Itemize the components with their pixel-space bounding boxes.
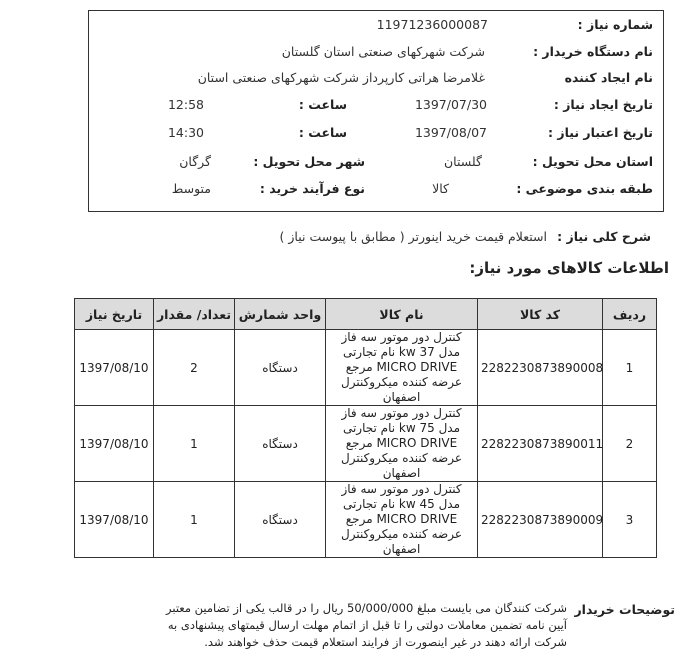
creator-label: نام ایجاد کننده xyxy=(564,70,653,85)
process-label: نوع فرآیند خرید : xyxy=(259,181,365,196)
item-name: کنترل دور موتور سه فاز مدل 37 kw نام تجارتی MICRO DRIVE مرجع عرضه کننده میکروکنترل اصفهان xyxy=(326,330,478,406)
valid-time: 14:30 xyxy=(167,125,204,140)
item-name: کنترل دور موتور سه فاز مدل 75 kw نام تجارتی MICRO DRIVE مرجع عرضه کننده میکروکنترل اصفهان xyxy=(326,406,478,482)
item-qty: 1 xyxy=(154,406,235,482)
need-info-box xyxy=(88,10,664,212)
item-unit: دستگاه xyxy=(235,406,326,482)
city: گرگان xyxy=(179,154,211,169)
item-code: 2282230873890011 xyxy=(478,406,603,482)
category: کالا xyxy=(432,181,449,196)
row-number: 1 xyxy=(603,330,657,406)
summary-text: استعلام قیمت خرید اینورتر ( مطابق با پیوست نیاز ) xyxy=(279,229,547,244)
table-row xyxy=(75,330,657,406)
buyer-notes-label: توضیحات خریدار xyxy=(574,602,675,617)
item-name: کنترل دور موتور سه فاز مدل 45 kw نام تجارتی MICRO DRIVE مرجع عرضه کننده میکروکنترل اصفهان xyxy=(326,482,478,558)
item-qty: 2 xyxy=(154,330,235,406)
table-row xyxy=(75,482,657,558)
item-qty: 1 xyxy=(154,482,235,558)
table-header-row xyxy=(75,299,657,330)
buyer-org-label: نام دستگاه خریدار : xyxy=(533,44,653,59)
process: متوسط xyxy=(171,181,211,196)
item-date: 1397/08/10 xyxy=(75,330,154,406)
items-section-title: اطلاعات کالاهای مورد نیاز: xyxy=(469,259,669,277)
province-label: استان محل تحویل : xyxy=(532,154,653,169)
row-number: 2 xyxy=(603,406,657,482)
items-table xyxy=(74,298,657,558)
item-date: 1397/08/10 xyxy=(75,482,154,558)
item-unit: دستگاه xyxy=(235,330,326,406)
valid-date-label: تاریخ اعتبار نیاز : xyxy=(548,125,653,140)
valid-date: 1397/08/07 xyxy=(414,125,487,140)
item-code: 2282230873890008 xyxy=(478,330,603,406)
item-unit: دستگاه xyxy=(235,482,326,558)
province: گلستان xyxy=(443,154,482,169)
row-number: 3 xyxy=(603,482,657,558)
col-code: کد کالا xyxy=(478,299,603,330)
item-date: 1397/08/10 xyxy=(75,406,154,482)
buyer-notes-text: شرکت کنندگان می بایست مبلغ 50/000/000 ریال را در قالب یکی از تضامین معتبر آیین نامه تضمین معاملات دولتی را تا قبل از اتمام مهلت ارسال قیمتهای پیشنهادی به شرکت ارائه دهند در غیر اینصورت از فرایند استعلام قیمت حذف خواهند شد. xyxy=(166,601,567,649)
created-time: 12:58 xyxy=(167,97,204,112)
col-row: ردیف xyxy=(603,299,657,330)
need-number: 11971236000087 xyxy=(376,17,488,32)
created-date: 1397/07/30 xyxy=(414,97,487,112)
created-date-label: تاریخ ایجاد نیاز : xyxy=(553,97,653,112)
col-qty: تعداد/ مقدار xyxy=(154,299,235,330)
valid-time-label: ساعت : xyxy=(298,125,347,140)
city-label: شهر محل تحویل : xyxy=(253,154,365,169)
summary-label: شرح کلی نیاز : xyxy=(557,229,651,244)
table-row xyxy=(75,406,657,482)
col-name: نام کالا xyxy=(326,299,478,330)
col-unit: واحد شمارش xyxy=(235,299,326,330)
item-code: 2282230873890009 xyxy=(478,482,603,558)
col-date: تاریخ نیاز xyxy=(75,299,154,330)
need-number-label: شماره نیاز : xyxy=(577,17,653,32)
creator: غلامرضا هراتی کارپرداز شرکت شهرکهای صنعتی استان xyxy=(197,70,485,85)
buyer-org: شرکت شهرکهای صنعتی استان گلستان xyxy=(281,44,485,59)
created-time-label: ساعت : xyxy=(298,97,347,112)
category-label: طبقه بندی موضوعی : xyxy=(516,181,653,196)
